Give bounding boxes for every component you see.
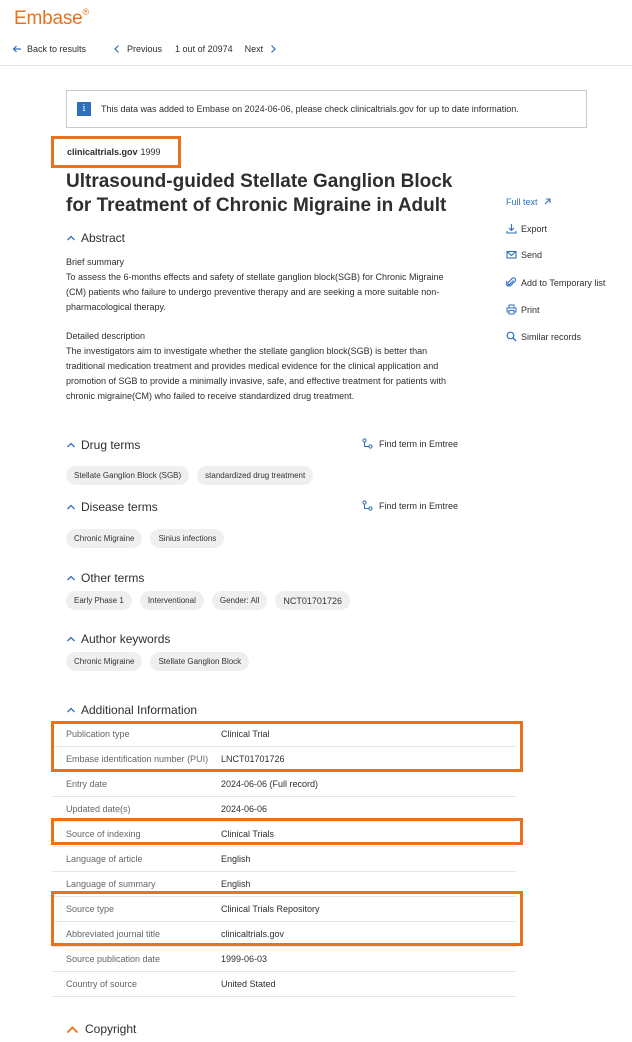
print-button[interactable] [506, 304, 540, 315]
paperclip-icon [506, 277, 517, 288]
brief-summary-text: To assess the 6-months effects and safety of stellate ganglion block(SGB) for Chronic Migraine (CM) patients who failure to undergo preventive therapy and are seeking a more suitable non-pharmacological therapy. [66, 272, 444, 312]
term-chip[interactable]: Chronic Migraine [66, 529, 142, 548]
disease-terms-chips [66, 529, 232, 548]
additional-info-toggle[interactable] [66, 703, 197, 717]
info-value: 2024-06-06 (Full record) [221, 779, 319, 789]
other-terms-heading: Other terms [81, 571, 145, 585]
author-keywords-heading: Author keywords [81, 632, 171, 646]
notice-text: This data was added to Embase on 2024-06-06, please check clinicaltrials.gov for up to date information. [101, 104, 519, 114]
emtree-label: Find term in Emtree [379, 438, 459, 449]
drug-terms-toggle[interactable] [66, 438, 140, 452]
detailed-description-label: Detailed description [66, 331, 146, 341]
info-row [52, 847, 516, 872]
next-link[interactable] [245, 44, 279, 54]
info-value: clinicaltrials.gov [221, 929, 285, 939]
term-chip[interactable]: Gender: All [212, 591, 268, 610]
download-icon [506, 223, 517, 234]
additional-info-table [52, 722, 516, 997]
source-year: 1999 [140, 147, 161, 157]
emtree-label: Find term in Emtree [379, 500, 459, 511]
info-label: Embase identification number (PUI) [66, 754, 209, 764]
info-label: Source publication date [66, 954, 161, 964]
other-terms-toggle[interactable] [66, 571, 144, 585]
copyright-toggle[interactable] [66, 1022, 136, 1036]
info-row [52, 797, 516, 822]
info-label: Language of summary [66, 879, 156, 889]
record-title: Ultrasound-guided Stellate Ganglion Block for Treatment of Chronic Migraine in Adult [66, 171, 453, 216]
keyword-chip[interactable]: Stellate Ganglion Block [150, 652, 249, 671]
info-label: Source type [66, 904, 115, 914]
info-value: 2024-06-06 [221, 804, 268, 814]
chevron-right-icon [268, 44, 278, 54]
disease-terms-toggle[interactable] [66, 500, 158, 514]
find-in-emtree-link[interactable] [362, 438, 458, 449]
term-chip[interactable]: Stellate Ganglion Block (SGB) [66, 466, 189, 485]
find-in-emtree-link[interactable] [362, 500, 458, 511]
info-row [52, 972, 516, 997]
additional-info-heading: Additional Information [81, 703, 198, 717]
external-link-icon [542, 196, 553, 207]
header-divider [0, 65, 632, 66]
similar-records-button[interactable] [506, 331, 581, 342]
keyword-chip[interactable]: Chronic Migraine [66, 652, 142, 671]
info-row [52, 772, 516, 797]
chevron-up-icon [66, 233, 76, 243]
info-value: United Stated [221, 979, 276, 989]
info-value: English [221, 854, 251, 864]
drug-terms-heading: Drug terms [81, 438, 141, 452]
export-button[interactable] [506, 223, 547, 234]
term-chip[interactable]: Interventional [140, 591, 204, 610]
print-label: Print [521, 304, 540, 315]
previous-label: Previous [127, 44, 163, 54]
info-value: 1999-06-03 [221, 954, 268, 964]
info-value: LNCT01701726 [221, 754, 285, 764]
info-value: Clinical Trial [221, 729, 270, 739]
info-label: Language of article [66, 854, 143, 864]
next-label: Next [244, 44, 264, 54]
other-terms-chips [66, 591, 358, 610]
info-row [52, 872, 516, 897]
previous-link[interactable] [112, 44, 162, 54]
info-label: Updated date(s) [66, 804, 131, 814]
drug-terms-chips [66, 466, 321, 485]
arrow-left-icon [12, 44, 22, 54]
info-row [52, 722, 516, 747]
add-to-temporary-list-button[interactable] [506, 277, 605, 288]
chevron-up-icon [66, 573, 76, 583]
add-temp-label: Add to Temporary list [521, 277, 606, 288]
term-chip[interactable]: standardized drug treatment [197, 466, 313, 485]
result-navigation [12, 42, 278, 56]
result-counter: 1 out of 20974 [175, 44, 233, 54]
brief-summary-label: Brief summary [66, 257, 125, 267]
mail-icon [506, 249, 517, 260]
author-keywords-chips [66, 652, 257, 671]
info-value: Clinical Trials [221, 829, 275, 839]
send-label: Send [521, 249, 543, 260]
registered-mark: ® [82, 6, 89, 17]
chevron-up-icon [66, 705, 76, 715]
author-keywords-toggle[interactable] [66, 632, 170, 646]
trial-id-chip[interactable]: NCT01701726 [275, 591, 350, 610]
copyright-heading: Copyright [85, 1022, 137, 1036]
logo-text: Embase [14, 8, 83, 29]
info-value: English [221, 879, 251, 889]
printer-icon [506, 304, 517, 315]
search-icon [506, 331, 517, 342]
similar-label: Similar records [521, 331, 582, 342]
back-to-results-link[interactable] [12, 44, 86, 54]
info-value: Clinical Trials Repository [221, 904, 320, 914]
term-chip[interactable]: Early Phase 1 [66, 591, 132, 610]
info-label: Abbreviated journal title [66, 929, 161, 939]
chevron-up-icon [66, 440, 76, 450]
info-row [52, 747, 516, 772]
full-text-label: Full text [506, 196, 538, 207]
chevron-up-icon [66, 1023, 79, 1036]
chevron-up-icon [66, 502, 76, 512]
abstract-heading: Abstract [81, 231, 126, 245]
source-highlight [51, 136, 181, 168]
tree-icon [362, 500, 373, 511]
detailed-description-text: The investigators aim to investigate whether the stellate ganglion block(SGB) is better than traditional medication treatment and provides medical evidence for the clinical application and promotion of SGB to provide a minimally invasive, safe, and effective treatment for patients with chronic migraine(CM) who failed to receive standardized drug treatment. [66, 346, 447, 401]
chevron-left-icon [112, 44, 122, 54]
info-row [52, 947, 516, 972]
tree-icon [362, 438, 373, 449]
disease-terms-heading: Disease terms [81, 500, 158, 514]
info-label: Entry date [66, 779, 108, 789]
embase-logo[interactable] [14, 8, 89, 30]
abstract-toggle[interactable] [66, 231, 125, 245]
back-label: Back to results [27, 44, 87, 54]
send-button[interactable] [506, 249, 542, 260]
export-label: Export [521, 223, 548, 234]
term-chip[interactable]: Sinius infections [150, 529, 224, 548]
full-text-link[interactable] [506, 196, 553, 207]
info-label: Publication type [66, 729, 130, 739]
info-row [52, 897, 516, 922]
info-row [52, 922, 516, 947]
source-name[interactable]: clinicaltrials.gov [67, 147, 138, 157]
info-row [52, 822, 516, 847]
info-notice [66, 90, 587, 128]
info-icon: i [77, 102, 91, 116]
info-label: Country of source [66, 979, 138, 989]
info-label: Source of indexing [66, 829, 141, 839]
chevron-up-icon [66, 634, 76, 644]
